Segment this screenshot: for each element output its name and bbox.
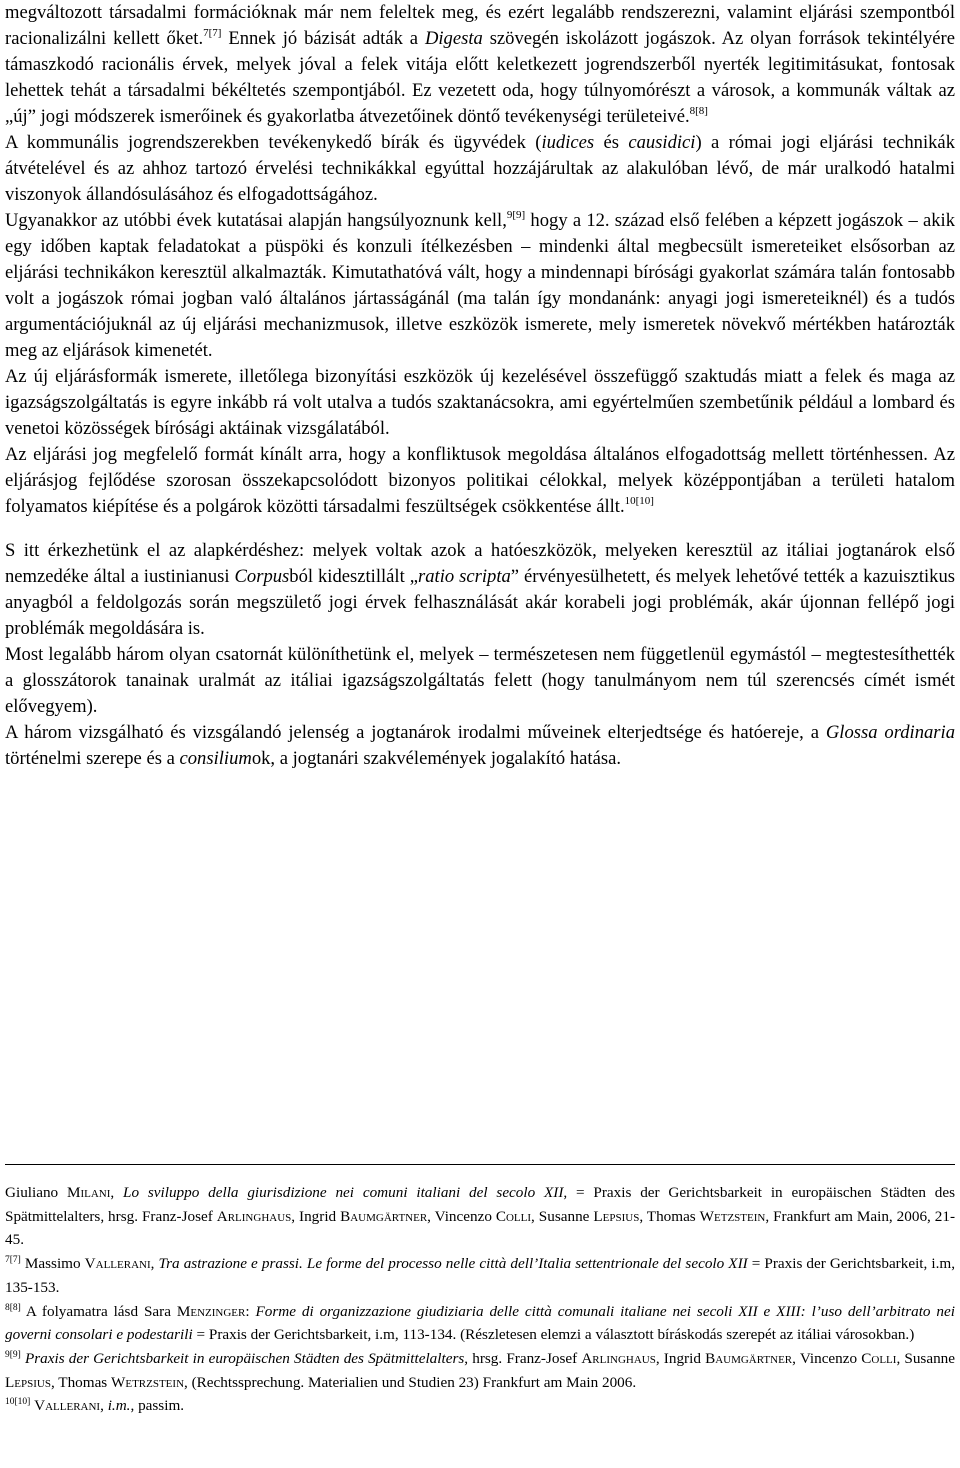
footnote-6 bbox=[5, 1181, 955, 1252]
text-run: , = Praxis der Gerichtsbarkeit in europäischen Städten des Spätmittelalters, hrsg. Franz-Josef bbox=[5, 1184, 955, 1225]
text-run: , bbox=[100, 1397, 108, 1415]
work-title: Lo sviluppo della giurisdizione nei comuni italiani del secolo XII bbox=[123, 1184, 564, 1201]
text-run: ) a római jogi eljárási technikák átvételével és az ahhoz tartozó érvelési technikákkal egyúttal hozzájárultak az alakulóban lévő, de már uralkodó hatalmi viszonyok állandósulásához és elfogadottságához. bbox=[5, 132, 955, 205]
text-run: hogy a 12. század első felében a képzett jogászok – akik egy időben kaptak feladatokat a püspöki és konzuli ítélkezésben – mindenki által megbecsült ismereteiket elsősorban az eljárási technikákon keresztül alkalmazták. Kimutathatóvá vált, hogy a mindennapi bírósági gyakorlat számára talán fontosabb volt a jogászok római jogban való általános jártasságánál (ma talán így mondanánk: anyagi jogi ismereteiknél) és a tudós argumentációjuknál az új eljárási mechanizmusok, illetve eszközök ismerete, mely ismeretek növekvő mértékben határozták meg az eljárások kimenetét. bbox=[5, 210, 955, 361]
footnotes bbox=[5, 1181, 955, 1418]
text-run: = Praxis der Gerichtsbarkeit, i.m, 113-134. (Részletesen elemzi a választott bíráskodás szerepét az itáliai városokban.) bbox=[192, 1326, 915, 1344]
text-run: , bbox=[110, 1184, 124, 1201]
author-name: Colli bbox=[495, 1207, 532, 1225]
text-run: , Ingrid bbox=[291, 1207, 341, 1225]
footnote-8 bbox=[5, 1300, 955, 1347]
italic-term: Corpus bbox=[234, 566, 290, 587]
text-run: , passim. bbox=[130, 1397, 185, 1415]
author-name: Menzinger bbox=[176, 1302, 246, 1320]
italic-term: iudices bbox=[541, 132, 595, 153]
paragraph-4: Az új eljárásformák ismerete, illetőlega bizonyítási eszközök új kezelésével összefüggő szaktudás miatt a felek és maga az igazságszolgáltatás is egyre inkább rá volt utalva a tudós szaktanácsokra, ami egyértelműen szembetűnik például a lombard és venetoi közösségek bírósági aktáinak vizsgálatából. bbox=[5, 366, 955, 439]
text-run: , Ingrid bbox=[655, 1349, 706, 1367]
paragraph-5 bbox=[5, 442, 955, 520]
text-run: A három vizsgálható és vizsgálandó jelenség a jogtanárok irodalmi műveinek elterjedtsége és hatóereje, a bbox=[5, 722, 826, 743]
footnote-ref-8[interactable]: 8[8] bbox=[689, 105, 708, 117]
italic-term: Digesta bbox=[424, 28, 483, 49]
author-name: Wetrzstein bbox=[111, 1373, 185, 1391]
text-run: , bbox=[150, 1255, 159, 1273]
text-run: = Praxis der Gerichtsbarkeit, i.m, 135-153. bbox=[5, 1255, 956, 1296]
footnote-ref-9[interactable]: 9[9] bbox=[506, 209, 526, 221]
paragraph-3 bbox=[5, 208, 955, 364]
author-name: Arlinghaus bbox=[216, 1207, 292, 1225]
paragraph-8 bbox=[5, 720, 955, 772]
text-run: és bbox=[594, 132, 629, 153]
author-name: Milani bbox=[66, 1184, 111, 1201]
paragraph-1 bbox=[5, 0, 955, 130]
text-run: szövegén iskolázott jogászok. Az olyan források tekintélyére támaszkodó racionális érvek, melyek jóval a felek vitája előtt keletkezett jogrendszerből nyerték legitimitásukat, fontosak lehettek tehát a társadalmi békéltetés szempontjából. Ez vezetett oda, hogy túlnyomórészt a városok, a kommunák váltak az „új” jogi módszerek ismerőinek és gyakorlatba átvezetőinek döntő tevékenységi területeivé. bbox=[5, 28, 955, 127]
author-name: Vallerani bbox=[84, 1255, 151, 1273]
text-run: A kommunális jogrendszerekben tevékenykedő bírák és ügyvédek ( bbox=[5, 132, 542, 153]
text-run: , Thomas bbox=[639, 1207, 700, 1225]
footnote-10 bbox=[5, 1394, 955, 1418]
work-title: Tra astrazione e prassi. Le forme del processo nelle città dell’Italia settentrionale del secolo XII bbox=[158, 1255, 748, 1273]
footnote-ref-7[interactable]: 7[7] bbox=[203, 27, 222, 39]
footnote-9 bbox=[5, 1347, 955, 1394]
author-name: Baumgärtner bbox=[340, 1207, 428, 1225]
text-run: Giuliano bbox=[5, 1184, 67, 1201]
text-run: történelmi szerepe és a bbox=[5, 748, 180, 769]
footnote-mark[interactable]: 10[10] bbox=[5, 1397, 31, 1408]
text-run: Az eljárási jog megfelelő formát kínált arra, hogy a konfliktusok megoldása általános elfogadottság mellett történhessen. Az eljárásjog fejlődése szorosan összekapcsolódott bizonyos politikai célokkal, melyek középpontjában a területi hatalom folyamatos kiépítése és a polgárok közötti társadalmi feszültségek csökkentése állt. bbox=[5, 444, 955, 517]
author-name: Wetzstein bbox=[699, 1207, 766, 1225]
work-title: Forme di organizzazione giudiziaria delle città comunali italiane nei secoli XII e XIII: l’uso dell’arbitrato nei governi consolari e podestarili bbox=[5, 1302, 955, 1344]
paragraph-2 bbox=[5, 130, 955, 208]
author-name: Vallerani bbox=[34, 1397, 101, 1415]
footnote-divider bbox=[5, 1164, 955, 1165]
text-run: , Vincenzo bbox=[792, 1349, 862, 1367]
italic-term: causidici bbox=[628, 132, 696, 153]
text-run: ” érvényesülhetett, és melyek lehetővé tették a kazuisztikus anyagból a feldolgozás során megszülető jogi érvek felhasználását akár korabeli jogi problémák, akár újonnan fellépő jogi problémák megoldására is. bbox=[5, 566, 956, 639]
author-name: Arlinghaus bbox=[581, 1349, 656, 1367]
paragraph-6 bbox=[5, 538, 955, 642]
text-run: megváltozott társadalmi formációknak már nem feleltek meg, és ezért legalább rendszerezni, valamint eljárási szempontból racionalizálni kellett őket. bbox=[5, 2, 955, 49]
author-name: Colli bbox=[861, 1349, 897, 1367]
footnote-mark[interactable]: 8[8] bbox=[5, 1302, 21, 1313]
footnote-ref-10[interactable]: 10[10] bbox=[624, 495, 654, 507]
text-run: , Frankfurt am Main, 2006, 21-45. bbox=[5, 1207, 956, 1249]
text-run: Ugyanakkor az utóbbi évek kutatásai alapján hangsúlyoznunk kell, bbox=[5, 210, 507, 231]
text-run: A folyamatra lásd Sara bbox=[20, 1302, 177, 1320]
author-name: Lepsius bbox=[593, 1207, 640, 1225]
text-run: ok, a jogtanári szakvélemények jogalakító hatása. bbox=[251, 748, 621, 769]
footnote-7 bbox=[5, 1252, 955, 1299]
text-run: , hrsg. Franz-Josef bbox=[464, 1349, 582, 1367]
footnote-mark[interactable]: 7[7] bbox=[5, 1255, 21, 1266]
text-run: , Susanne bbox=[896, 1349, 955, 1367]
italic-term: Glossa ordinaria bbox=[825, 722, 956, 743]
text-run: ból kidesztillált „ bbox=[289, 566, 418, 587]
text-run: S itt érkezhetünk el az alapkérdéshez: melyek voltak azok a hatóeszközök, melyeken keresztül az itáliai jogtanárok első nemzedéke által a iustinianusi bbox=[5, 540, 955, 587]
text-run: : bbox=[245, 1302, 256, 1320]
paragraph-7: Most legalább három olyan csatornát különíthetünk el, melyek – természetesen nem függetlenül egymástól – megtestesíthették a glosszátorok tanainak uralmát az itáliai igazságszolgáltatás felett (hogy tanulmányom nem túl szerencsés címét ismét elővegyem). bbox=[5, 644, 955, 717]
text-run: Ennek jó bázisát adták a bbox=[221, 28, 425, 49]
footnote-mark[interactable]: 9[9] bbox=[5, 1349, 21, 1360]
text-run: Massimo bbox=[20, 1255, 85, 1273]
text-run: , (Rechtssprechung. Materialien und Studien 23) Frankfurt am Main 2006. bbox=[184, 1373, 637, 1391]
italic-term: ratio scripta bbox=[418, 566, 511, 587]
work-title: Praxis der Gerichtsbarkeit in europäischen Städten des Spätmittelalters bbox=[24, 1349, 465, 1367]
text-run: , Thomas bbox=[50, 1373, 112, 1391]
text-run: , Susanne bbox=[531, 1207, 594, 1225]
author-name: Lepsius bbox=[5, 1373, 51, 1391]
text-run: , Vincenzo bbox=[427, 1207, 496, 1225]
italic-term: consilium bbox=[179, 748, 252, 769]
document-body bbox=[5, 0, 955, 772]
author-name: Baumgärtner bbox=[705, 1349, 793, 1367]
work-title: i.m. bbox=[107, 1397, 131, 1415]
